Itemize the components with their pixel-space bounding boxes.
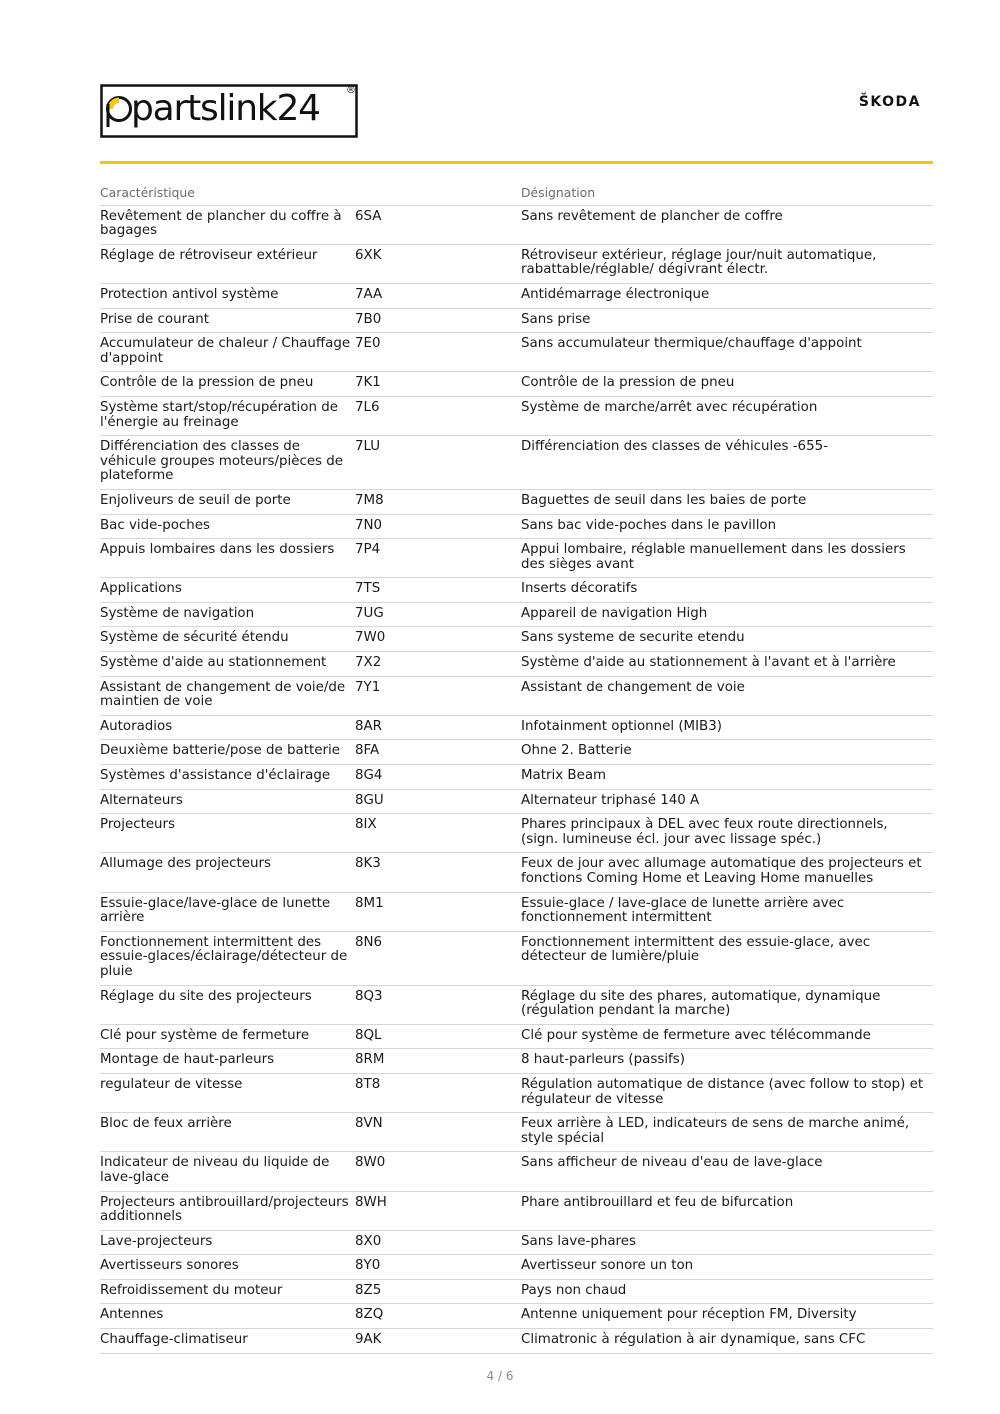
cell-code: 8VN — [355, 1113, 521, 1152]
table-row — [100, 814, 933, 853]
table-row — [100, 765, 933, 790]
table-row — [100, 308, 933, 333]
cell-designation: Antidémarrage électronique — [521, 283, 933, 308]
table-row — [100, 652, 933, 677]
cell-characteristic: Revêtement de plancher du coffre à bagages — [100, 205, 355, 244]
column-header-characteristic: Caractéristique — [100, 183, 355, 205]
cell-designation: Système d'aide au stationnement à l'avant et à l'arrière — [521, 652, 933, 677]
cell-code: 8GU — [355, 789, 521, 814]
table-row — [100, 627, 933, 652]
cell-code: 7B0 — [355, 308, 521, 333]
table-row — [100, 1279, 933, 1304]
cell-characteristic: Réglage de rétroviseur extérieur — [100, 244, 355, 283]
cell-characteristic: Système d'aide au stationnement — [100, 652, 355, 677]
cell-code: 8WH — [355, 1191, 521, 1230]
cell-designation: Contrôle de la pression de pneu — [521, 372, 933, 397]
cell-designation: Sans lave-phares — [521, 1230, 933, 1255]
cell-code: 8Q3 — [355, 985, 521, 1024]
cell-designation: Appui lombaire, réglable manuellement dans les dossiers des sièges avant — [521, 539, 933, 578]
cell-characteristic: Lave-projecteurs — [100, 1230, 355, 1255]
cell-designation: Sans prise — [521, 308, 933, 333]
cell-characteristic: Projecteurs — [100, 814, 355, 853]
cell-characteristic: Prise de courant — [100, 308, 355, 333]
cell-designation: Système de marche/arrêt avec récupération — [521, 396, 933, 435]
cell-designation: Assistant de changement de voie — [521, 676, 933, 715]
cell-designation: Sans revêtement de plancher de coffre — [521, 205, 933, 244]
cell-characteristic: Assistant de changement de voie/de maintien de voie — [100, 676, 355, 715]
cell-characteristic: Accumulateur de chaleur / Chauffage d'appoint — [100, 333, 355, 372]
cell-code: 8X0 — [355, 1230, 521, 1255]
cell-code: 7LU — [355, 436, 521, 490]
table-row — [100, 1073, 933, 1112]
table-row — [100, 514, 933, 539]
table-row — [100, 602, 933, 627]
cell-characteristic: Montage de haut-parleurs — [100, 1049, 355, 1074]
table-row — [100, 740, 933, 765]
table-row — [100, 892, 933, 931]
cell-code: 7TS — [355, 578, 521, 603]
cell-characteristic: Alternateurs — [100, 789, 355, 814]
table-row — [100, 489, 933, 514]
cell-designation: Sans accumulateur thermique/chauffage d'appoint — [521, 333, 933, 372]
cell-designation: Matrix Beam — [521, 765, 933, 790]
cell-characteristic: Allumage des projecteurs — [100, 853, 355, 892]
cell-code: 7E0 — [355, 333, 521, 372]
cell-characteristic: Fonctionnement intermittent des essuie-glaces/éclairage/détecteur de pluie — [100, 931, 355, 985]
cell-designation: Régulation automatique de distance (avec follow to stop) et régulateur de vitesse — [521, 1073, 933, 1112]
partslink24-logo — [100, 82, 360, 140]
cell-characteristic: Différenciation des classes de véhicule groupes moteurs/pièces de plateforme — [100, 436, 355, 490]
cell-code: 7X2 — [355, 652, 521, 677]
table-row — [100, 853, 933, 892]
table-row — [100, 1191, 933, 1230]
cell-designation: Phare antibrouillard et feu de bifurcation — [521, 1191, 933, 1230]
cell-designation: Rétroviseur extérieur, réglage jour/nuit automatique, rabattable/réglable/ dégivrant électr. — [521, 244, 933, 283]
cell-designation: Essuie-glace / lave-glace de lunette arrière avec fonctionnement intermittent — [521, 892, 933, 931]
table-row — [100, 244, 933, 283]
cell-characteristic: regulateur de vitesse — [100, 1073, 355, 1112]
cell-characteristic: Bac vide-poches — [100, 514, 355, 539]
cell-code: 8IX — [355, 814, 521, 853]
cell-characteristic: Essuie-glace/lave-glace de lunette arrière — [100, 892, 355, 931]
cell-code: 8FA — [355, 740, 521, 765]
equipment-table — [100, 183, 933, 1354]
cell-code: 8N6 — [355, 931, 521, 985]
table-row — [100, 789, 933, 814]
cell-code: 8AR — [355, 715, 521, 740]
cell-code: 7M8 — [355, 489, 521, 514]
cell-code: 8W0 — [355, 1152, 521, 1191]
table-row — [100, 372, 933, 397]
cell-designation: 8 haut-parleurs (passifs) — [521, 1049, 933, 1074]
table-row — [100, 1113, 933, 1152]
cell-characteristic: Appuis lombaires dans les dossiers — [100, 539, 355, 578]
cell-characteristic: Bloc de feux arrière — [100, 1113, 355, 1152]
cell-characteristic: Avertisseurs sonores — [100, 1255, 355, 1280]
cell-characteristic: Antennes — [100, 1304, 355, 1329]
table-row — [100, 985, 933, 1024]
cell-code: 8Z5 — [355, 1279, 521, 1304]
cell-code: 7AA — [355, 283, 521, 308]
cell-designation: Avertisseur sonore un ton — [521, 1255, 933, 1280]
cell-characteristic: Projecteurs antibrouillard/projecteurs additionnels — [100, 1191, 355, 1230]
cell-designation: Climatronic à régulation à air dynamique, sans CFC — [521, 1329, 933, 1354]
table-row — [100, 539, 933, 578]
cell-designation: Feux arrière à LED, indicateurs de sens de marche animé, style spécial — [521, 1113, 933, 1152]
cell-code: 7P4 — [355, 539, 521, 578]
table-row — [100, 333, 933, 372]
cell-characteristic: Protection antivol système — [100, 283, 355, 308]
cell-characteristic: Indicateur de niveau du liquide de lave-glace — [100, 1152, 355, 1191]
table-row — [100, 676, 933, 715]
cell-code: 6XK — [355, 244, 521, 283]
registered-mark: ® — [346, 85, 356, 96]
table-row — [100, 1304, 933, 1329]
cell-code: 8K3 — [355, 853, 521, 892]
table-row — [100, 1024, 933, 1049]
cell-designation: Sans afficheur de niveau d'eau de lave-glace — [521, 1152, 933, 1191]
table-row — [100, 715, 933, 740]
cell-designation: Feux de jour avec allumage automatique des projecteurs et fonctions Coming Home et Leaving Home manuelles — [521, 853, 933, 892]
page-header — [100, 82, 933, 142]
cell-code: 8ZQ — [355, 1304, 521, 1329]
cell-code: 7UG — [355, 602, 521, 627]
cell-designation: Inserts décoratifs — [521, 578, 933, 603]
cell-code: 8T8 — [355, 1073, 521, 1112]
skoda-brand: ŠKODA — [858, 94, 921, 110]
cell-characteristic: Refroidissement du moteur — [100, 1279, 355, 1304]
cell-characteristic: Système de navigation — [100, 602, 355, 627]
cell-code: 7K1 — [355, 372, 521, 397]
cell-characteristic: Deuxième batterie/pose de batterie — [100, 740, 355, 765]
cell-designation: Sans systeme de securite etendu — [521, 627, 933, 652]
cell-designation: Baguettes de seuil dans les baies de porte — [521, 489, 933, 514]
cell-code: 7W0 — [355, 627, 521, 652]
cell-designation: Infotainment optionnel (MIB3) — [521, 715, 933, 740]
column-header-designation: Désignation — [521, 183, 933, 205]
cell-code: 8M1 — [355, 892, 521, 931]
cell-characteristic: Système start/stop/récupération de l'énergie au freinage — [100, 396, 355, 435]
cell-characteristic: Systèmes d'assistance d'éclairage — [100, 765, 355, 790]
cell-designation: Différenciation des classes de véhicules -655- — [521, 436, 933, 490]
table-row — [100, 1152, 933, 1191]
cell-characteristic: Clé pour système de fermeture — [100, 1024, 355, 1049]
cell-designation: Sans bac vide-poches dans le pavillon — [521, 514, 933, 539]
table-row — [100, 578, 933, 603]
table-row — [100, 283, 933, 308]
cell-code: 7L6 — [355, 396, 521, 435]
table-row — [100, 205, 933, 244]
cell-code: 8RM — [355, 1049, 521, 1074]
cell-designation: Antenne uniquement pour réception FM, Diversity — [521, 1304, 933, 1329]
cell-designation: Alternateur triphasé 140 A — [521, 789, 933, 814]
cell-characteristic: Système de sécurité étendu — [100, 627, 355, 652]
page-number: 4 / 6 — [486, 1369, 514, 1383]
table-row — [100, 931, 933, 985]
cell-designation: Ohne 2. Batterie — [521, 740, 933, 765]
logo-text: partslink24 — [131, 88, 320, 129]
cell-designation: Réglage du site des phares, automatique, dynamique (régulation pendant la marche) — [521, 985, 933, 1024]
column-header-code — [355, 183, 521, 205]
cell-code: 9AK — [355, 1329, 521, 1354]
cell-code: 8Y0 — [355, 1255, 521, 1280]
cell-characteristic: Autoradios — [100, 715, 355, 740]
table-row — [100, 396, 933, 435]
cell-characteristic: Contrôle de la pression de pneu — [100, 372, 355, 397]
cell-designation: Pays non chaud — [521, 1279, 933, 1304]
table-row — [100, 1230, 933, 1255]
cell-code: 7N0 — [355, 514, 521, 539]
cell-characteristic: Enjoliveurs de seuil de porte — [100, 489, 355, 514]
table-row — [100, 1255, 933, 1280]
cell-designation: Clé pour système de fermeture avec télécommande — [521, 1024, 933, 1049]
table-row — [100, 436, 933, 490]
cell-code: 6SA — [355, 205, 521, 244]
cell-code: 7Y1 — [355, 676, 521, 715]
table-row — [100, 1329, 933, 1354]
cell-designation: Fonctionnement intermittent des essuie-glace, avec détecteur de lumière/pluie — [521, 931, 933, 985]
table-row — [100, 1049, 933, 1074]
cell-code: 8QL — [355, 1024, 521, 1049]
cell-characteristic: Applications — [100, 578, 355, 603]
cell-characteristic: Chauffage-climatiseur — [100, 1329, 355, 1354]
table-header-row — [100, 183, 933, 205]
cell-designation: Phares principaux à DEL avec feux route directionnels, (sign. lumineuse écl. jour avec lissage spéc.) — [521, 814, 933, 853]
header-rule — [100, 161, 933, 164]
cell-designation: Appareil de navigation High — [521, 602, 933, 627]
cell-code: 8G4 — [355, 765, 521, 790]
cell-characteristic: Réglage du site des projecteurs — [100, 985, 355, 1024]
